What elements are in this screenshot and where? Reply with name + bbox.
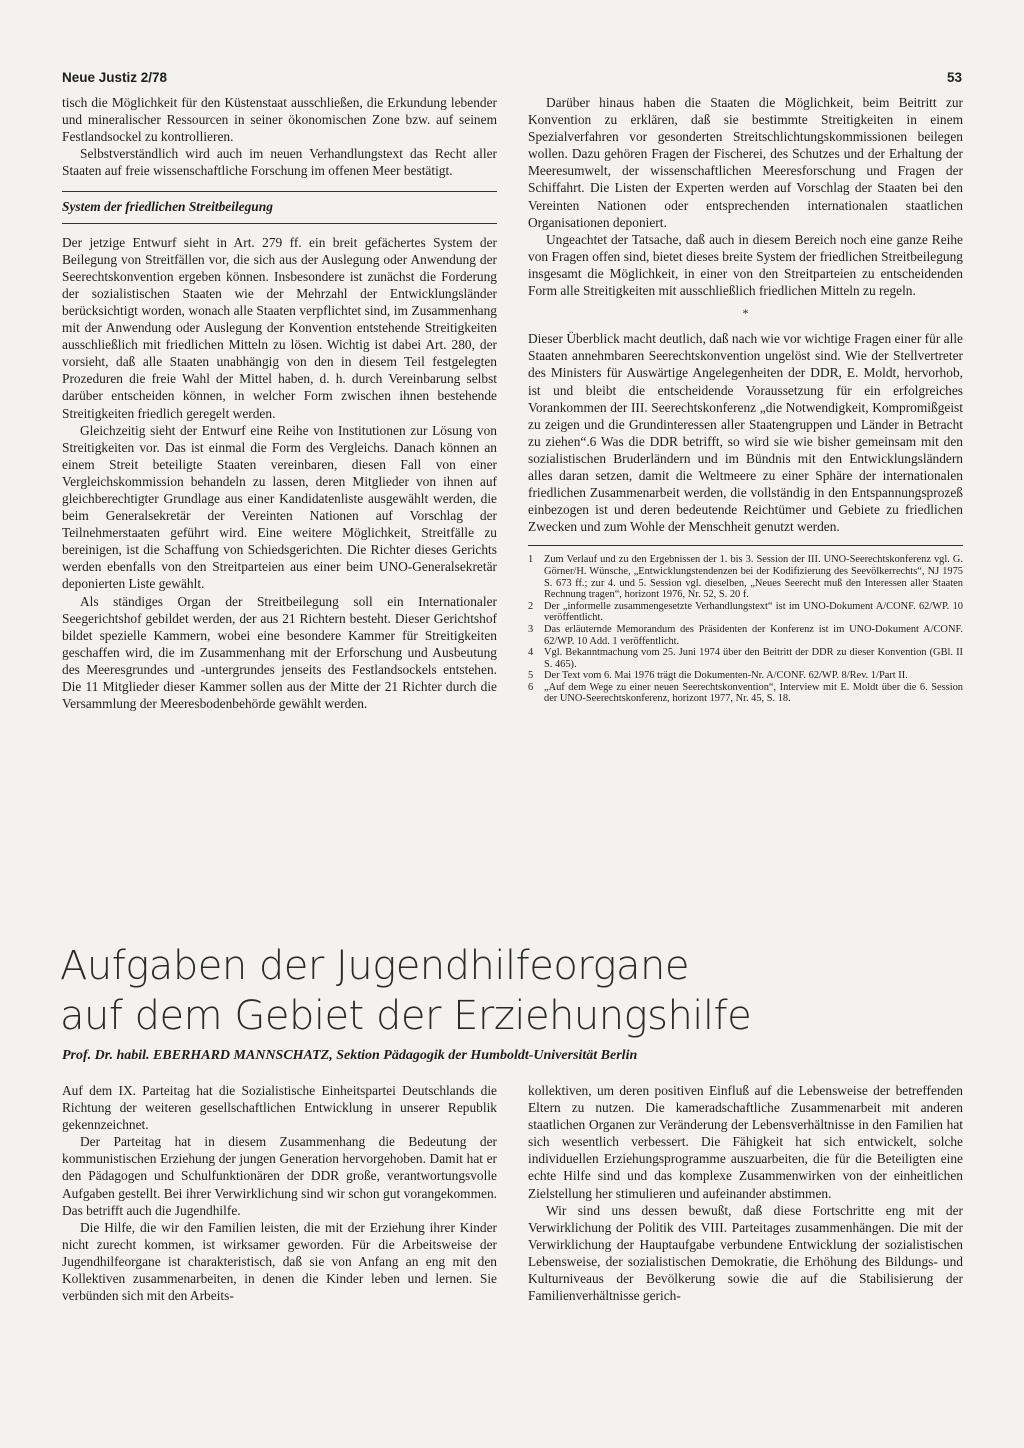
paragraph: Ungeachtet der Tatsache, daß auch in diesem Bereich noch eine ganze Reihe von Fragen offen sind, bietet dieses breite System der friedlichen Streitbeilegung insgesamt die Möglichkeit, in einer von den Streitparteien zu entscheidenden Form alle Streitigkeiten mit ausschließlich friedlichen Mitteln zu regeln. — [528, 231, 963, 299]
paragraph: Darüber hinaus haben die Staaten die Möglichkeit, beim Beitritt zur Konvention zu erklären, daß sie bestimmte Streitigkeiten in einem Spezialverfahren vor gesonderten Streitschlichtungskommissionen beilegen wollen. Dazu gehören Fragen der Fischerei, des Schutzes und der Erhaltung der Meeresumwelt, der wissenschaftlichen Meeresforschung und Fragen der Schiffahrt. Die Listen der Experten werden auf Vorschlag der Staaten bei den Vereinten Nationen oder entsprechenden internationalen staatlichen Organisationen deponiert. — [528, 95, 963, 230]
article-byline: Prof. Dr. habil. EBERHARD MANNSCHATZ, Sektion Pädagogik der Humboldt-Universität Berlin — [62, 1048, 638, 1063]
paragraph: Als ständiges Organ der Streitbeilegung soll ein Internationaler Seegerichtshof gebildet werden, der aus 21 Richtern besteht. Dieser Gerichtshof bildet spezielle Kammern, wobei eine besondere Kammer für Streitigkeiten geschaffen wird, die im Zusammenhang mit der Erforschung und Ausbeutung des Meeresgrundes und -untergrundes jenseits des Festlandsockels entstehen. Die 11 Mitglieder dieser Kammer sollen aus der Mitte der 21 Richter durch die Versammlung der Meeresbodenbehörde gewählt werden. — [62, 593, 497, 712]
footnote-text: Das erläuternde Memorandum des Präsidenten der Konferenz ist im UNO-Dokument A/CONF. 62/WP. 10 Add. 1 veröffentlicht. — [544, 623, 963, 647]
paragraph: kollektiven, um deren positiven Einfluß auf die Lebensweise der betreffenden Eltern zu nutzen. Die kameradschaftliche Zusammenarbeit mit anderen staatlichen Organen zur Veränderung der Lebensverhältnisse in den Familien hat sich wesentlich verbessert. Die Fähigkeit hat sich entwickelt, solche individuellen Erziehungsprogramme auszuarbeiten, die für die Beteiligten eine echte Hilfe sind und das komplexe Zusammenwirken von der einheitlichen Zielstellung her stimulieren und aufeinander abstimmen. — [528, 1083, 963, 1201]
left-column-top — [62, 94, 497, 712]
journal-issue: Neue Justiz 2/78 — [62, 70, 168, 85]
footnote — [528, 647, 963, 670]
footnote-number: 3 — [528, 623, 534, 635]
article-title — [60, 941, 965, 1041]
footnotes — [528, 545, 963, 705]
footnote-text: Vgl. Bekanntmachung vom 25. Juni 1974 über den Beitritt der DDR zu dieser Konvention (GBl. II S. 465). — [544, 647, 963, 670]
footnote — [528, 682, 963, 705]
footnote — [528, 624, 963, 647]
footnote-text: Zum Verlauf und zu den Ergebnissen der 1. bis 3. Session der III. UNO-Seerechtskonferenz vgl. G. Görner/H. Wünsche, „Entwicklungstendenzen bei der Kodifizierung des Seevölkerrechts“, NJ 1975 S. 673 ff.; zur 4. und 5. Session vgl. dieselben, „Neues Seerecht muß den Interessen aller Staaten Rechnung tragen“, horizont 1976, Nr. 52, S. 20 f. — [544, 554, 963, 601]
paragraph: Auf dem IX. Parteitag hat die Sozialistische Einheitspartei Deutschlands die Richtung der weiteren gesellschaftlichen Entwicklung in unserer Republik gekennzeichnet. — [62, 1083, 497, 1133]
paragraph: Selbstverständlich wird auch im neuen Verhandlungstext das Recht aller Staaten auf freie wissenschaftliche Forschung im offenen Meer bestätigt. — [62, 146, 497, 179]
article-title-line: Aufgaben der Jugendhilfeorgane — [60, 943, 690, 989]
article-title-line: auf dem Gebiet der Erziehungshilfe — [60, 993, 752, 1039]
page-header — [62, 70, 962, 85]
paragraph: Der Parteitag hat in diesem Zusammenhang die Bedeutung der kommunistischen Erziehung der jungen Generation hervorgehoben. Damit hat er den Pädagogen und Schulfunktionären der DDR große, verantwortungsvolle Aufgaben gestellt. Bei ihrer Verwirklichung sind wir schon gut vorangekommen. Das betrifft auch die Jugendhilfe. — [62, 1134, 497, 1218]
right-column-bottom — [528, 1082, 963, 1304]
footnote-text: Der „informelle zusammengesetzte Verhandlungstext“ ist im UNO-Dokument A/CONF. 62/WP. 10 veröffentlicht. — [544, 600, 963, 624]
footnote-text: „Auf dem Wege zu einer neuen Seerechtskonvention“, Interview mit E. Moldt über die 6. Session der UNO-Seerechtskonferenz, horizont 1977, Nr. 45, S. 18. — [544, 681, 963, 705]
paragraph: Der jetzige Entwurf sieht in Art. 279 ff. ein breit gefächertes System der Beilegung von Streitfällen vor, die sich aus der Auslegung oder Anwendung der Seerechtskonvention ergeben können. Insbesondere ist zunächst die Forderung der sozialistischen Staaten wie der Mehrzahl der Entwicklungsländer berücksichtigt worden, wonach alle Staaten verpflichtet sind, im Zusammenhang mit der Anwendung oder Auslegung der Konvention entstehende Streitigkeiten ausschließlich mit friedlichen Mitteln zu lösen. Wichtig ist dabei Art. 280, der vorsieht, daß alle Staaten unabhängig von den in diesem Teil festgelegten Prozeduren die freie Wahl der Mittel haben, d. h. durch Vereinbarung selbst darüber entscheiden können, in welcher Form zwischen ihnen bestehende Streitigkeiten friedlich geregelt werden. — [62, 234, 497, 421]
paragraph: tisch die Möglichkeit für den Küstenstaat ausschließen, die Erkundung lebender und mineralischer Ressourcen in seiner ökonomischen Zone bzw. auf seinem Festlandsockel zu kontrollieren. — [62, 95, 497, 145]
section-heading: System der friedlichen Streitbeilegung — [62, 191, 497, 223]
footnote-number: 5 — [528, 670, 534, 682]
footnote-number: 6 — [528, 681, 534, 693]
paragraph: Die Hilfe, die wir den Familien leisten, die mit der Erziehung ihrer Kinder nicht zurecht kommen, ist wirksamer geworden. Für die Arbeitsweise der Jugendhilfeorgane ist charakteristisch, daß sie von Anfang an eng mit den Kollektiven zusammenarbeiten, in denen die Kinder leben und lernen. Sie verbünden sich mit den Arbeits- — [62, 1219, 497, 1304]
footnote-number: 1 — [528, 554, 534, 566]
paragraph: Wir sind uns dessen bewußt, daß diese Fortschritte eng mit der Verwirklichung der Politik des VIII. Parteitages zusammenhängen. Die mit der Verwirklichung der Hauptaufgabe verbundene Entwicklung der sozialistischen Lebensweise, der sozialistischen Demokratie, die Erhöhung des Bildungs- und Kulturniveaus der Bevölkerung sowie die auf die Stabilisierung der Familienverhältnisse gerich- — [528, 1202, 963, 1304]
footnote — [528, 670, 963, 682]
footnote-number: 2 — [528, 600, 534, 612]
paragraph: Gleichzeitig sieht der Entwurf eine Reihe von Institutionen zur Lösung von Streitigkeiten vor. Das ist einmal die Form des Vergleichs. Danach können an einem Streit beteiligte Staaten vereinbaren, diesen Fall von einer Vergleichskommission behandeln zu lassen, deren Mitglieder von ihnen auf gleichberechtigter Grundlage aus einer Kandidatenliste ausgewählt werden, die beim Generalsekretär der Vereinten Nationen auf Vorschlag der Teilnehmerstaaten geführt wird. Eine weitere Möglichkeit, Streitfälle zu bereinigen, ist die Schaffung von Schiedsgerichten. Die Richter dieses Gerichts werden ebenfalls von den Streitparteien aus einer beim UNO-Generalsekretär deponierten Liste gewählt. — [62, 422, 497, 592]
footnote — [528, 601, 963, 624]
footnote — [528, 554, 963, 600]
footnote-number: 4 — [528, 647, 534, 659]
section-separator: * — [742, 306, 749, 321]
paragraph: Dieser Überblick macht deutlich, daß nach wie vor wichtige Fragen einer für alle Staaten annehmbaren Seerechtskonvention ungelöst sind. Wie der Stellvertreter des Ministers für Auswärtige Angelegenheiten der DDR, E. Moldt, hervorhob, ist und bleibt die entscheidende Voraussetzung für ein erfolgreiches Vorankommen der III. Seerechtskonferenz „die Notwendigkeit, Kompromißgeist zu zeigen und die Grundinteressen aller Staatengruppen und Länder in Betracht zu ziehen“.6 Was die DDR betrifft, so wird sie wie bisher gemeinsam mit den sozialistischen Bruderländern und im Bündnis mit den Entwicklungsländern alles daran setzen, damit die Weltmeere zu einer Sphäre der internationalen friedlichen Zusammenarbeit werden, die vollständig in den Entspannungsprozeß einbezogen ist und deren bedeutende Reichtümer und Gebiete zu friedlichen Zwecken und zum Wohle der Menschheit genutzt werden. — [528, 331, 963, 535]
right-column-top — [528, 94, 963, 705]
left-column-bottom — [62, 1082, 497, 1304]
page-number: 53 — [946, 70, 962, 85]
footnote-text: Der Text vom 6. Mai 1976 trägt die Dokumenten-Nr. A/CONF. 62/WP. 8/Rev. 1/Part II. — [544, 670, 908, 682]
